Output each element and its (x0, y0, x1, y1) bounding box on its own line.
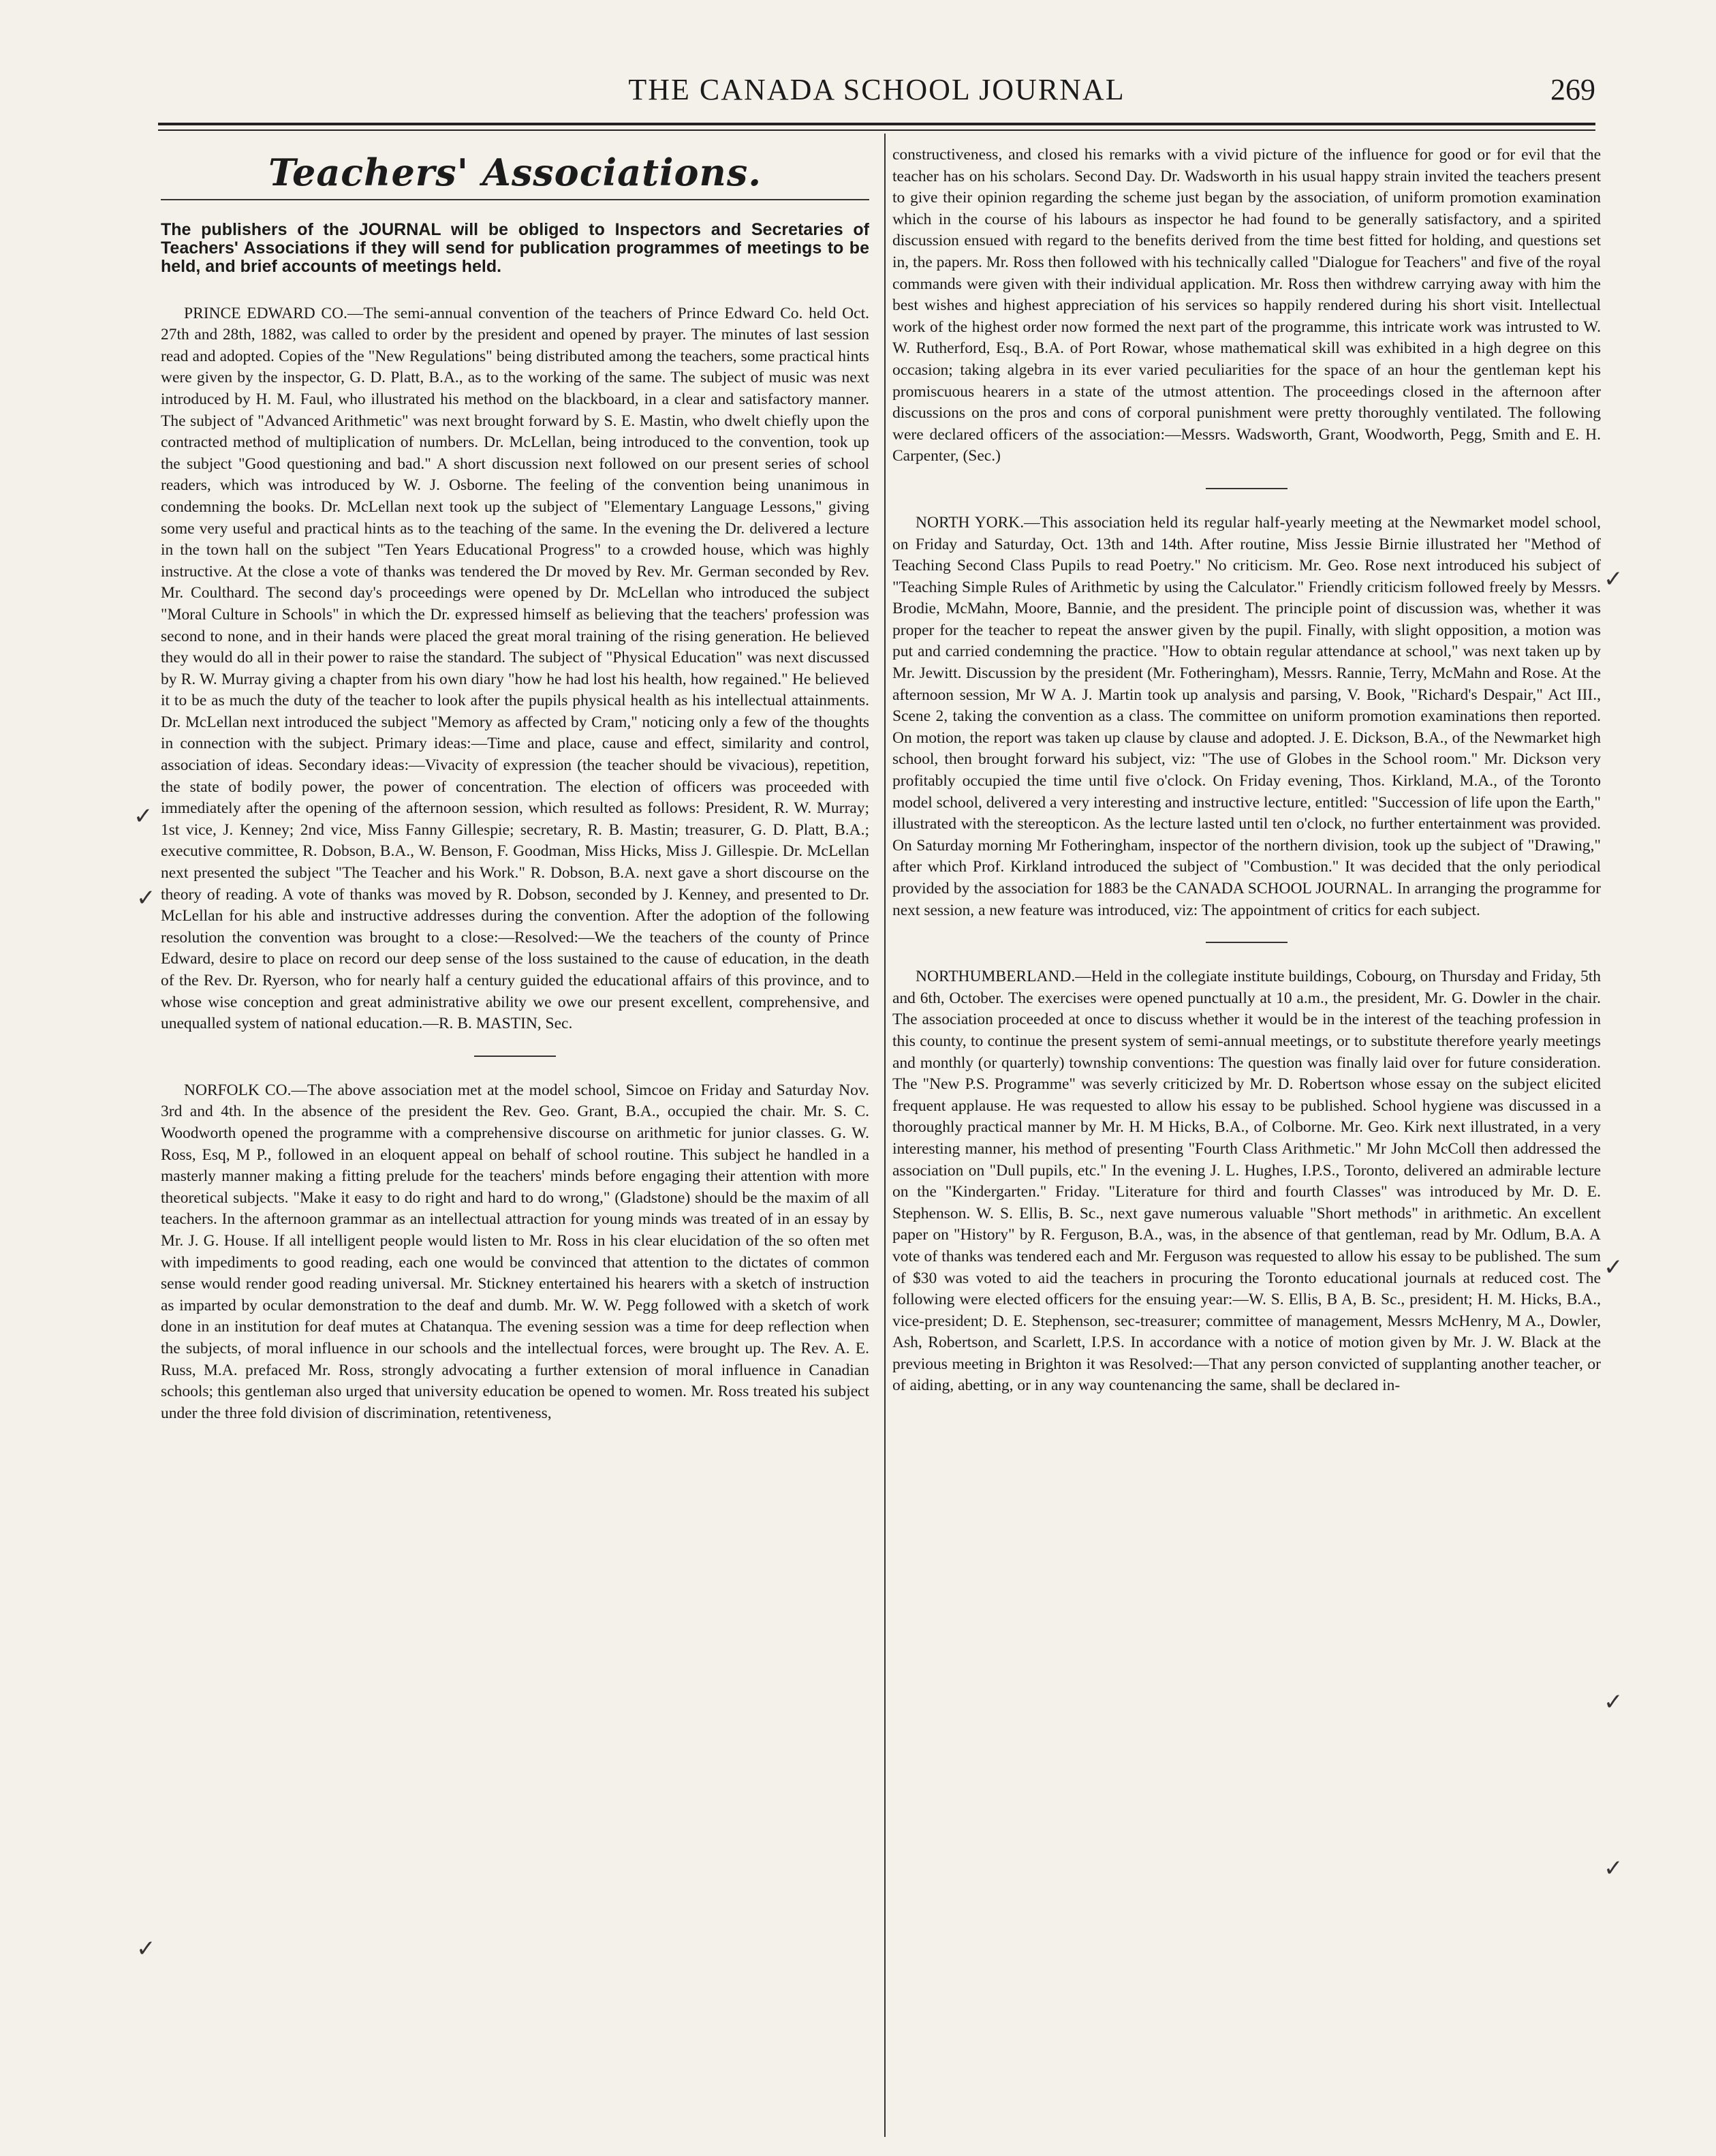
section-title-rule (161, 199, 869, 200)
page-number: 269 (1550, 73, 1595, 106)
article-prince-edward: PRINCE EDWARD CO.—The semi-annual convention of the teachers of Prince Edward Co. held Oct. 27th and 28th, 1882, was called to order by the president and opened by prayer. The minutes of last session read and adopted. Copies of the "New Regulations" being distributed among the teachers, some practical hints were given by the inspector, G. D. Platt, B.A., as to the working of the same. The subject of music was next introduced by H. M. Faul, who illustrated his method on the blackboard, in a clear and satisfactory manner. The subject of "Advanced Arithmetic" was next brought forward by S. E. Mastin, who dwelt chiefly upon the contracted method of multiplication of numbers. Dr. McLellan, being introduced to the convention, took up the subject "Good questioning and bad." A short discussion next followed on our present series of school readers, which was introduced by W. J. Osborne. The feeling of the convention being unanimous in condemning the books. Dr. McLellan next took up the subject of "Elementary Language Lessons," giving some very useful and practical hints as to the teaching of the same. In the evening the Dr. delivered a lecture in the town hall on the subject "Ten Years Educational Progress" to a crowded house, which was highly instructive. At the close a vote of thanks was tendered the Dr moved by Rev. Mr. German seconded by Rev. Mr. Coulthard. The second day's proceedings were opened by Dr. McLellan who introduced the subject "Moral Culture in Schools" in which the Dr. expressed himself as believing that the teachers' profession was second to none, and in their hands were placed the great moral training of the rising generation. He believed they would do all in their power to raise the standard. The subject of "Physical Education" was next discussed by R. W. Murray giving a chapter from his own diary "how he had lost his health, how regained." He believed it to be as much the duty of the teacher to look after the pupils physical health as his intellectual attainments. Dr. McLellan next introduced the subject "Memory as affected by Cram," noticing only a few of the thoughts in connection with the subject. Primary ideas:—Time and place, cause and effect, similarity and control, association of ideas. Secondary ideas:—Vivacity of expression (the teacher should be vivacious), repetition, the state of bodily power, the power of concentration. The election of officers was proceeded with immediately after the opening of the afternoon session, which resulted as follows: President, R. W. Murray; 1st vice, J. Kenney; 2nd vice, Miss Fanny Gillespie; secretary, R. B. Mastin; treasurer, G. D. Platt, B.A.; executive committee, R. Dobson, B.A., W. Benson, F. Goodman, Miss Hicks, Miss J. Gillespie. Dr. McLellan next presented the subject "The Teacher and his Work." R. Dobson, B.A. next gave a short discourse on the theory of reading. A vote of thanks was moved by R. Dobson, seconded by J. Kenney, and presented to Dr. McLellan for his able and instructive addresses during the convention. After the adoption of the following resolution the convention was brought to a close:—Resolved:—We the teachers of the county of Prince Edward, desire to place on record our deep sense of the loss sustained to the cause of education, in the death of the Rev. Dr. Ryerson, who for nearly half a century guided the educational affairs of this province, and to whose wise conception and great administrative ability we owe our present excellent, comprehensive, and unequalled system of national education.—R. B. MASTIN, Sec. (161, 304, 869, 1033)
margin-check-mark: ✓ (136, 1935, 156, 1962)
margin-check-mark: ✓ (1604, 1689, 1623, 1716)
journal-title: THE CANADA SCHOOL JOURNAL (628, 73, 1125, 106)
article-northumberland: NORTHUMBERLAND.—Held in the collegiate institute buildings, Cobourg, on Thursday and Friday, 5th and 6th, October. The exercises were opened punctually at 10 a.m., the president, Mr. G. Dowler in the chair. The association proceeded at once to discuss whether it would be in the interest of the teaching profession in this county, to continue the present system of semi-annual meetings, or to substitute therefore yearly meetings and monthly (or quarterly) township conventions: The question was finally laid over for future consideration. The "New P.S. Programme" was severly criticized by Mr. D. Robertson whose essay on the subject elicited frequent applause. He was requested to allow his essay to be published. School hygiene was discussed in a thoroughly practical manner by Mr. H. M Hicks, B.A., of Colborne. Mr. Geo. Kirk next illustrated, in a very interesting manner, his method of presenting "Fourth Class Arithmetic." Mr John McColl then addressed the association on "Dull pupils, etc." In the evening J. L. Hughes, I.P.S., Toronto, delivered an admirable lecture on the "Kindergarten." Friday. "Literature for third and fourth Classes" was introduced by Mr. D. E. Stephenson. W. S. Ellis, B. Sc., next gave numerous valuable "Short methods" in arithmetic. An excellent paper on "History" by R. Ferguson, B.A., was, in the absence of that gentleman, read by Mr. Odlum, B.A. A vote of thanks was tendered each and Mr. Ferguson was requested to allow his essay to be published. The sum of $30 was voted to aid the teachers in procuring the Toronto educational journals at reduced cost. The following were elected officers for the ensuing year:—W. S. Ellis, B A, B. Sc., president; H. M. Hicks, B.A., vice-president; D. E. Stephenson, sec-treasurer; committee of management, Messrs McHenry, M A., Dowler, Ash, Robertson, and Scarlett, I.P.S. In accordance with a notice of motion given by Mr. J. W. Black at the previous meeting in Brighton it was Resolved:—That any person convicted of supplanting another teacher, or of aiding, abetting, or in any way countenancing the same, shall be declared in- (892, 968, 1601, 1395)
margin-check-mark: ✓ (136, 884, 156, 912)
left-column (161, 157, 869, 2146)
article-separator (1206, 488, 1288, 489)
section-title: Teachers' Associations. (268, 157, 762, 194)
article-norfolk-continued: constructiveness, and closed his remarks with a vivid picture of the influence for good or for evil that the teacher has on his scholars. Second Day. Dr. Wadsworth in his usual happy strain invited the teachers present to give their opinion regarding the scheme just began by the association, of uniform promotion examination which in the course of his labours as inspector he had found to be generally satisfactory, and a spirited discussion ensued with regard to the benefits derived from the time best fitted for holding, and questions set in, the papers. Mr. Ross then followed with his technically called "Dialogue for Teachers" and five of the royal commands were given with their individual application. Mr. Ross then withdrew carrying away with him the best wishes and highest appreciation of his services so happily rendered during his short visit. Intellectual work of the highest order now formed the next part of the programme, this intricate work was intrusted to W. W. Rutherford, Esq., B.A. of Port Rowar, whose mathematical skill was exhibited in a high degree on this occasion; taking algebra in its ever varied peculiarities for the space of an hour the gentleman kept his promiscuous hearers in a state of the utmost attention. The proceedings closed in the afternoon after discussions on the pros and cons of corporal punishment were pretty thoroughly ventilated. The following were declared officers of the association:—Messrs. Wadsworth, Grant, Woodworth, Pegg, Smith and E. H. Carpenter, (Sec.) (892, 146, 1601, 465)
margin-check-mark: ✓ (1604, 1855, 1623, 1882)
column-divider (884, 134, 886, 2137)
running-header (158, 68, 1595, 123)
article-norfolk: NORFOLK CO.—The above association met at the model school, Simcoe on Friday and Saturday Nov. 3rd and 4th. In the absence of the president the Rev. Geo. Grant, B.A., occupied the chair. Mr. S. C. Woodworth opened the programme with a comprehensive discourse on arithmetic for junior classes. G. W. Ross, Esq, M P., followed in an eloquent appeal on behalf of school routine. This subject he handled in a masterly manner making a fitting prelude for the teachers' minds before engaging their attention with more theoretical subjects. "Make it easy to do right and hard to do wrong," (Gladstone) should be the maxim of all teachers. In the afternoon grammar as an intellectual attraction for young minds was treated of in an essay by Mr. J. G. House. If all intelligent people would listen to Mr. Ross in his clear elucidation of the so often met with impediments to good reading, each one would be convinced that attention to the dictates of common sense would render good reading universal. Mr. Stickney entertained his hearers with a sketch of instruction as imparted by ocular demonstration to the deaf and dumb. Mr. W. W. Pegg followed with a sketch of work done in an institution for deaf mutes at Chatanqua. The evening session was a time for deep reflection when the subjects, of moral influence in our schools and the intellectual forces, were brought up. The Rev. A. E. Russ, M.A. prefaced Mr. Ross, strongly advocating a further extension of moral influence in Canadian schools; this gentleman also urged that university education be opened to women. Mr. Ross treated his subject under the three fold division of discrimination, retentiveness, (161, 1081, 869, 1422)
article-north-york: NORTH YORK.—This association held its regular half-yearly meeting at the Newmarket model school, on Friday and Saturday, Oct. 13th and 14th. After routine, Miss Jessie Birnie illustrated her "Method of Teaching Second Class Pupils to read Poetry." No criticism. Mr. Geo. Rose next introduced his subject of "Teaching Simple Rules of Arithmetic by using the Calculator." Friendly criticism followed freely by Messrs. Brodie, McMahn, Moore, Bannie, and the president. The principle point of discussion was, whether it was proper for the teacher to repeat the answer given by the pupil. Finally, with slight opposition, a motion was put and carried condemning the practice. "How to obtain regular attendance at school," was next taken up by Mr. Jewitt. Discussion by the president (Mr. Fotheringham), Messrs. Rannie, Terry, McMahn and Rose. At the afternoon session, Mr W A. J. Martin took up analysis and parsing, V. Book, "Richard's Despair," Act III., Scene 2, taking the convention as a class. The committee on uniform promotion examinations then reported. On motion, the report was taken up clause by clause and adopted. J. E. Dickson, B.A., of the Newmarket high school, then brought forward his subject, viz: "The use of Globes in the School room." Mr. Dickson very profitably occupied the time until five o'clock. On Friday evening, Thos. Kirkland, M.A., of the Toronto model school, delivered a very interesting and instructive lecture, entitled: "Succession of life upon the Earth," illustrated with the stereopticon. As the lecture lasted until ten o'clock, no further entertainment was provided. On Saturday morning Mr Fotheringham, inspector of the northern division, took up the subject of "Drawing," after which Prof. Kirkland introduced the subject of "Combustion." It was decided that the only periodical provided by the association for 1883 be the CANADA SCHOOL JOURNAL. In arranging the programme for next session, a new feature was introduced, viz: The appointment of critics for each subject. (892, 513, 1601, 919)
margin-check-mark: ✓ (1604, 566, 1623, 593)
article-separator (1206, 942, 1288, 943)
right-column (892, 144, 1601, 2134)
publishers-notice: The publishers of the JOURNAL will be obliged to Inspectors and Secretaries of Teachers' Associations if they will send for publication programmes of meetings to be held, and brief accounts of meetings held. (161, 219, 869, 276)
margin-check-mark: ✓ (134, 803, 153, 830)
article-separator (474, 1056, 556, 1057)
margin-check-mark: ✓ (1604, 1254, 1623, 1281)
header-rule-thin (158, 129, 1595, 131)
header-rule-thick (158, 123, 1595, 125)
